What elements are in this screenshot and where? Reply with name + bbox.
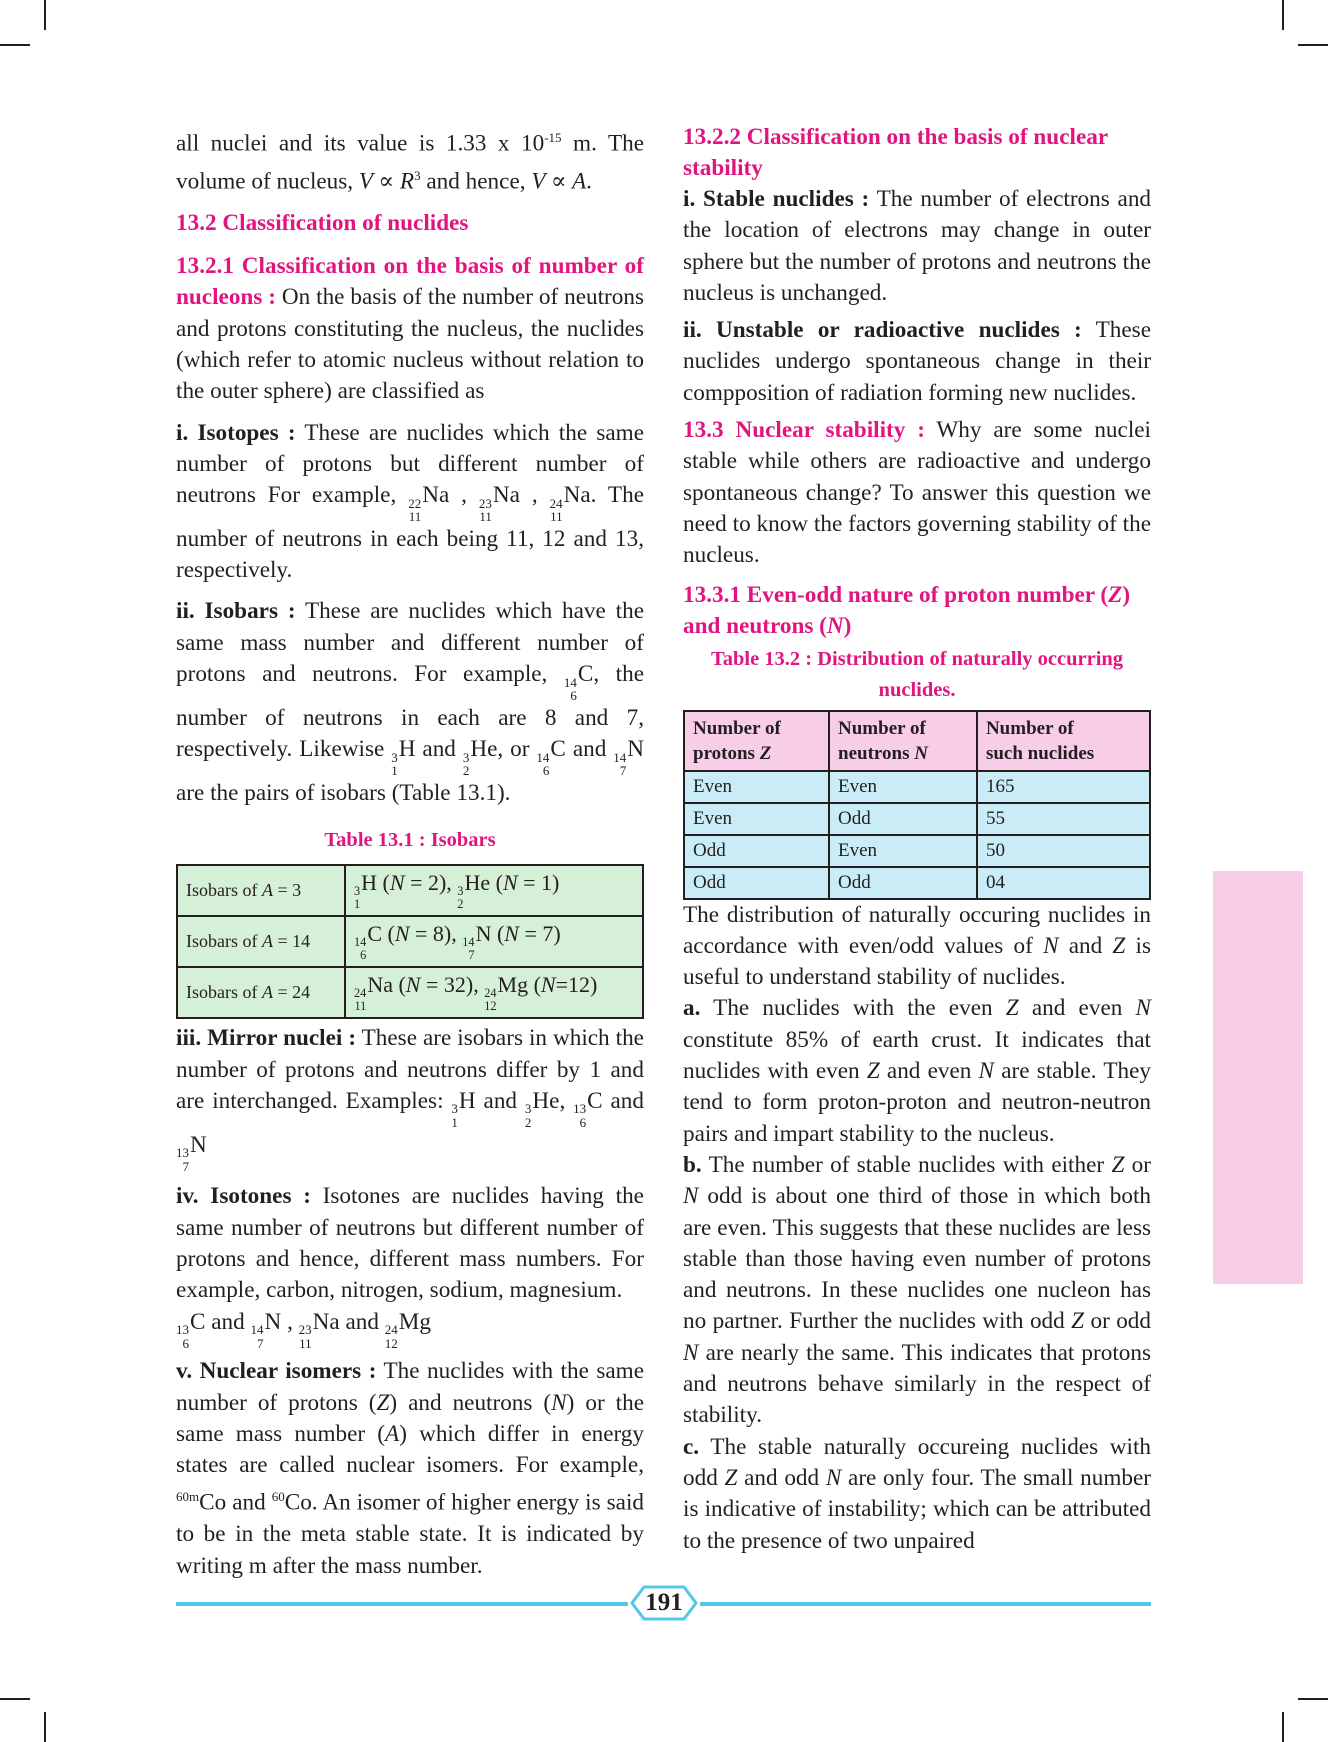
table-row [177, 967, 643, 1018]
crop-mark [0, 44, 30, 46]
crop-mark [44, 0, 46, 30]
nuclide-notation: 14 6 [563, 674, 577, 704]
crop-mark [1298, 44, 1328, 46]
table-cell: 14 6 C (N = 8), 14 7 N (N = 7) [345, 916, 643, 967]
table-row [177, 865, 643, 916]
table2-caption: Table 13.2 : Distribution of naturally occurring nuclides. [710, 647, 1124, 701]
nuclide-notation: 3 1 [354, 884, 361, 912]
table-header-cell: Number of neutrons N [829, 711, 977, 771]
crop-mark [1298, 1698, 1328, 1700]
unstable-nuclides-paragraph: ii. Unstable or radioactive nuclides : These nuclides undergo spontaneous change in their compposition of radiation forming new nuclides. [683, 317, 1151, 406]
table-cell: Isobars of A = 3 [177, 865, 345, 916]
nuclide-notation: 3 2 [462, 749, 470, 779]
table-row [684, 835, 1150, 867]
table1-caption: Table 13.1 : Isobars [324, 829, 496, 852]
table-cell: Isobars of A = 24 [177, 967, 345, 1018]
nuclide-notation: 14 6 [354, 935, 367, 963]
nucleons-paragraph: 13.2.1 Classification on the basis of number of nucleons : On the basis of the number of neutrons and protons constituting the nucleus, the nuclides (which refer to atomic nucleus without relation to the outer sphere) are classified as [176, 253, 644, 405]
isobars-table [176, 864, 644, 1019]
table-row [177, 916, 643, 967]
table-cell: 165 [977, 771, 1150, 803]
table-cell: Even [829, 835, 977, 867]
table-cell: Even [684, 771, 829, 803]
footer-line-right [700, 1602, 1151, 1606]
table-cell: Odd [829, 803, 977, 835]
page-number: 191 [645, 1589, 683, 1616]
crop-mark [1282, 1712, 1284, 1742]
table-header-cell: Number of such nuclides [977, 711, 1150, 771]
table-cell: 3 1 H (N = 2), 3 2 He (N = 1) [345, 865, 643, 916]
footer-line-left [176, 1602, 628, 1606]
section-heading-13-3-1: 13.3.1 Even-odd nature of proton number (Z) and neutrons (N) [683, 581, 1131, 639]
table-row [684, 803, 1150, 835]
table-row [684, 771, 1150, 803]
point-a-paragraph: a. The nuclides with the even Z and even N constitute 85% of earth crust. It indicates that nuclides with even Z and even N are stable. They tend to form proton-proton and neutron-neutron pairs and impart stability to the nucleus. [683, 995, 1151, 1147]
table-cell: Odd [829, 867, 977, 899]
nuclide-notation: 23 11 [478, 495, 492, 525]
point-c-paragraph: c. The stable naturally occureing nuclides with odd Z and odd N are only four. The small number is indicative of instability; which can be attributed to the presence of two unpaired [683, 1433, 1152, 1554]
right-column [683, 122, 1151, 1557]
nuclide-notation: 13 6 [176, 1321, 189, 1351]
nuclide-notation: 3 2 [457, 884, 464, 912]
nuclide-notation: 22 11 [408, 495, 422, 525]
nuclear-stability-paragraph: 13.3 Nuclear stability : Why are some nuclei stable while others are radioactive and undergo spontaneous change? To answer this question we need to know the factors governing stability of the nucleus. [683, 417, 1151, 569]
nuclide-notation: 14 7 [462, 935, 475, 963]
distribution-paragraph: The distribution of naturally occuring nuclides in accordance with even/odd values of N and Z is useful to understand stability of nuclides. [683, 901, 1151, 991]
table-cell: 24 11 Na (N = 32), 24 12 Mg (N=12) [345, 967, 643, 1018]
point-b-paragraph: b. The number of stable nuclides with either Z or N odd is about one third of those in which both are even. This suggests that these nuclides are less stable than those having even number of protons and neutrons. In these nuclides one nucleon has no partner. Further the nuclides with odd Z or odd N are nearly the same. This indicates that protons and neutrons behave similarly in the respect of stability. [683, 1151, 1151, 1429]
nuclide-notation: 13 7 [176, 1145, 189, 1174]
table-cell: 55 [977, 803, 1150, 835]
crop-mark [1282, 0, 1284, 30]
table-cell: Even [684, 803, 829, 835]
mirror-nuclei-paragraph: iii. Mirror nuclei : These are isobars in which the number of protons and neutrons differ by 1 and are interchanged. Examples: 3 1 H and 3 2 He, 13 6 C and 13 7 N [176, 1025, 644, 1174]
nuclide-notation: 3 2 [524, 1101, 532, 1130]
table-cell: Odd [684, 835, 829, 867]
table-cell: 50 [977, 835, 1150, 867]
table-cell: Isobars of A = 14 [177, 916, 345, 967]
table-header-row [684, 711, 1150, 771]
left-column [176, 122, 644, 1588]
table-cell: 04 [977, 867, 1150, 899]
nuclide-notation: 14 6 [536, 749, 550, 779]
nuclide-notation: 3 1 [451, 1101, 458, 1130]
stable-nuclides-paragraph: i. Stable nuclides : The number of electrons and the location of electrons may change in outer sphere but the number of protons and neutrons the nucleus is unchanged. [683, 186, 1152, 306]
table-row [684, 867, 1150, 899]
nuclide-notation: 24 12 [484, 986, 497, 1014]
nuclide-notation: 23 11 [298, 1321, 312, 1351]
intro-paragraph: all nuclei and its value is 1.33 x $10^{-15}$ m. The volume of nucleus, $V \propto R^3$ and hence, V ∝ A. [176, 130, 644, 195]
nuclide-notation: 3 1 [391, 749, 398, 779]
nuclide-notation: 14 7 [250, 1321, 264, 1351]
isotopes-paragraph: i. Isotopes : These are nuclides which the same number of protons but different number of neutrons For example, 22 11 Na , 23 11 Na , 24 11 Na. The number of neutrons in each being 11, 12 and 13, respectively. [176, 419, 644, 584]
side-tab [1213, 871, 1303, 1284]
nuclide-notation: 13 6 [573, 1101, 587, 1130]
nuclide-notation: 24 12 [384, 1321, 398, 1351]
table-header-cell: Number of protons Z [684, 711, 829, 771]
nuclide-notation: 24 11 [549, 495, 563, 525]
isotones-paragraph: iv. Isotones : Isotones are nuclides having the same number of neutrons but different number of protons and hence, different mass numbers. For example, carbon, nitrogen, sodium, magnesium. 13 6 C and 14 7 N , 23 11 Na and 24 12 Mg [176, 1183, 644, 1351]
section-heading-13-2-2: 13.2.2 Classification on the basis of nuclear stability [683, 124, 1108, 181]
table-cell: Odd [684, 867, 829, 899]
nuclide-notation: 14 7 [613, 749, 627, 779]
nuclide-notation: 24 11 [354, 986, 367, 1014]
isobars-paragraph: ii. Isobars : These are nuclides which have the same mass number and different number of protons and neutrons. For example, 14 6 C, the number of neutrons in each are 8 and 7, respectively. Likewise 3 1 H and 3 2 He, or 14 6 C and 14 7 N are the pairs of isobars (Table 13.1). [176, 598, 644, 806]
distribution-table [683, 710, 1151, 900]
crop-mark [44, 1712, 46, 1742]
crop-mark [0, 1698, 30, 1700]
section-heading-13-2: 13.2 Classification of nuclides [176, 210, 469, 237]
nuclear-isomers-paragraph: v. Nuclear isomers : The nuclides with the same number of protons (Z) and neutrons (N) or the same mass number (A) which differ in energy states are called nuclear isomers. For example, $^{60m}$Co and $^{60}$Co. An isomer of higher energy is said to be in the meta stable state. It is indicated by writing m after the mass number. [176, 1358, 644, 1579]
table-cell: Even [829, 771, 977, 803]
